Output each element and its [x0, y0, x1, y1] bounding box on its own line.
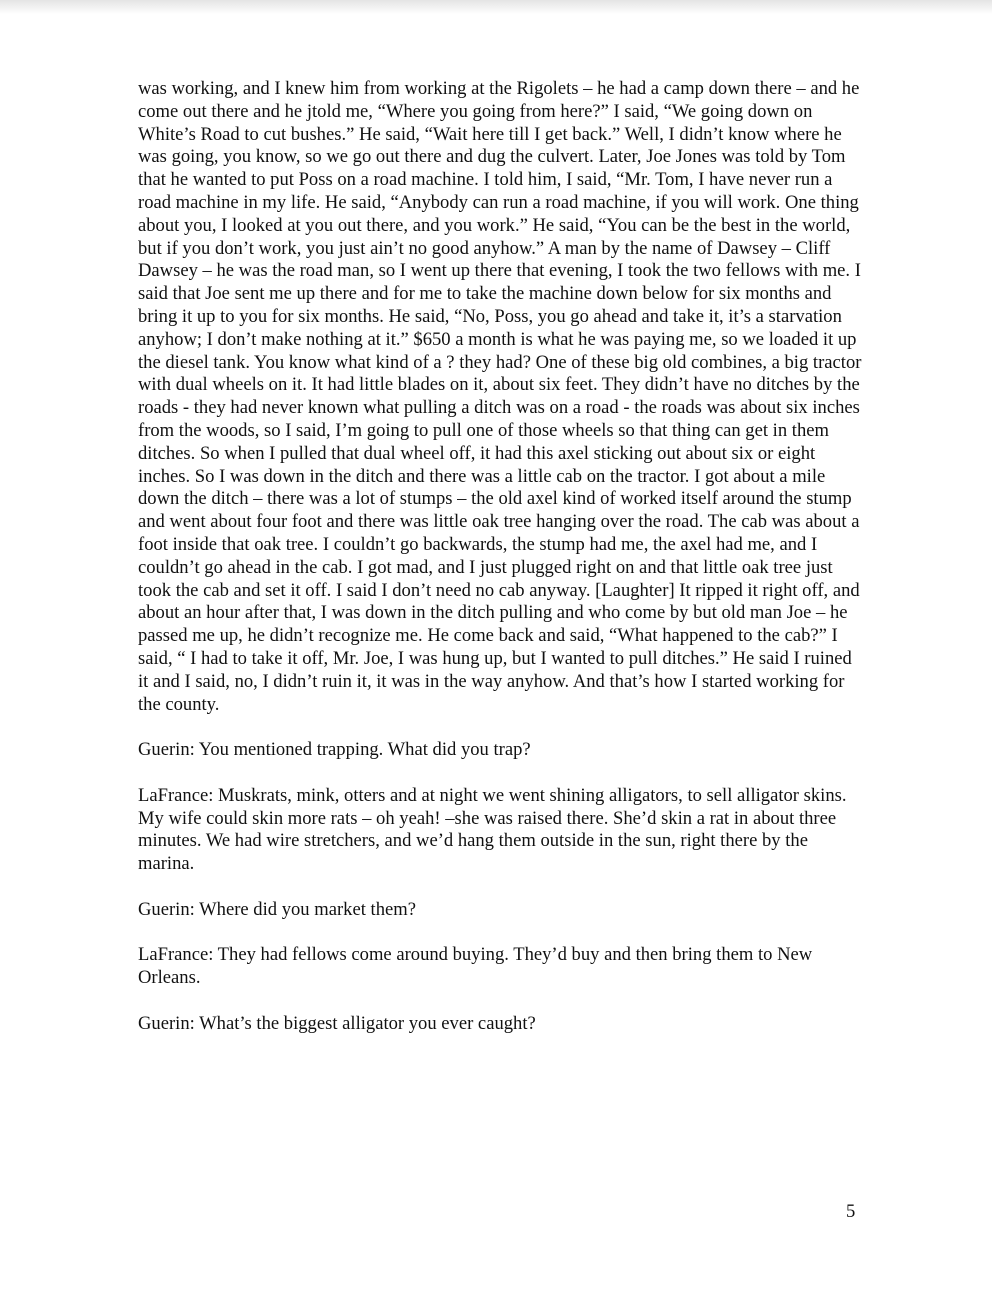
scan-edge-shadow	[0, 0, 992, 14]
paragraph-guerin-market-question: Guerin: Where did you market them?	[138, 898, 416, 920]
paragraph-road-machine-story: was working, and I knew him from working at the Rigolets – he had a camp down there – and he come out there and he jtold me, “Where you going from here?” I said, “We going down on White’s Road to cut bushes.” He said, “Wait here till I get back.” Well, I didn’t know where he was going, you know, so we go out there and dug the culvert. Later, Joe Jones was told by Tom that he wanted to put Poss on a road machine. I told him, I said, “Mr. Tom, I have never run a road machine in my life. He said, “Anybody can run a road machine, if you will work. One thing about you, I looked at you out there, and you work.” He said, “You can be the best in the world, but if you don’t work, you just ain’t no good anyhow.” A man by the name of Dawsey – Cliff Dawsey – he was the road man, so I went up there that evening, I took the two fellows with me. I said that Joe sent me up there and for me to take the machine down below for six months and bring it up to you for six months. He said, “No, Poss, you go ahead and take it, it’s a starvation anyhow; I don’t make nothing at it.” $650 a month is what he was paying me, so we loaded it up the diesel tank. You know what kind of a ? they had? One of these big old combines, a big tractor with dual wheels on it. It had little blades on it, about six feet. They didn’t have no ditches by the roads - they had never known what pulling a ditch was on a road - the roads was about six inches from the woods, so I said, I’m going to pull one of those wheels so that thing can get in them ditches. So when I pulled that dual wheel off, it had this axel sticking out about six or eight inches. So I was down in the ditch and there was a little cab on the tractor. I got about a mile down the ditch – there was a lot of stumps – the old axel kind of worked itself around the stump and went about four foot and there was little oak tree hanging over the road. The cab was about a foot inside that oak tree. I couldn’t go backwards, the stump had me, the axel had me, and I couldn’t go ahead in the cab. I got mad, and I just plugged right on and that little oak tree just took the cab and set it off. I said I don’t need no cab anyway. [Laughter] It ripped it right off, and about an hour after that, I was down in the ditch pulling and who come by but old man Joe – he passed me up, he didn’t recognize me. He come back and said, “What happened to the cab?” I said, “ I had to take it off, Mr. Joe, I was hung up, but I wanted to pull ditches.” He said I ruined it and I said, no, I didn’t ruin it, it was in the way anyhow. And that’s how I started working for the county.	[138, 78, 862, 715]
paragraph-guerin-alligator-question: Guerin: What’s the biggest alligator you ever caught?	[138, 1012, 536, 1034]
transcript-body	[138, 78, 864, 1058]
page-number: 5	[846, 1201, 856, 1222]
paragraph-lafrance-market-answer: LaFrance: They had fellows come around buying. They’d buy and then bring them to New Orleans.	[138, 944, 813, 989]
paragraph-lafrance-trapping-answer: LaFrance: Muskrats, mink, otters and at night we went shining alligators, to sell alligator skins. My wife could skin more rats – oh yeah! –she was raised there. She’d skin a rat in about three minutes. We had wire stretchers, and we’d hang them outside in the sun, right there by the marina.	[138, 784, 847, 875]
paragraph-guerin-trapping-question: Guerin: You mentioned trapping. What did you trap?	[138, 739, 531, 761]
